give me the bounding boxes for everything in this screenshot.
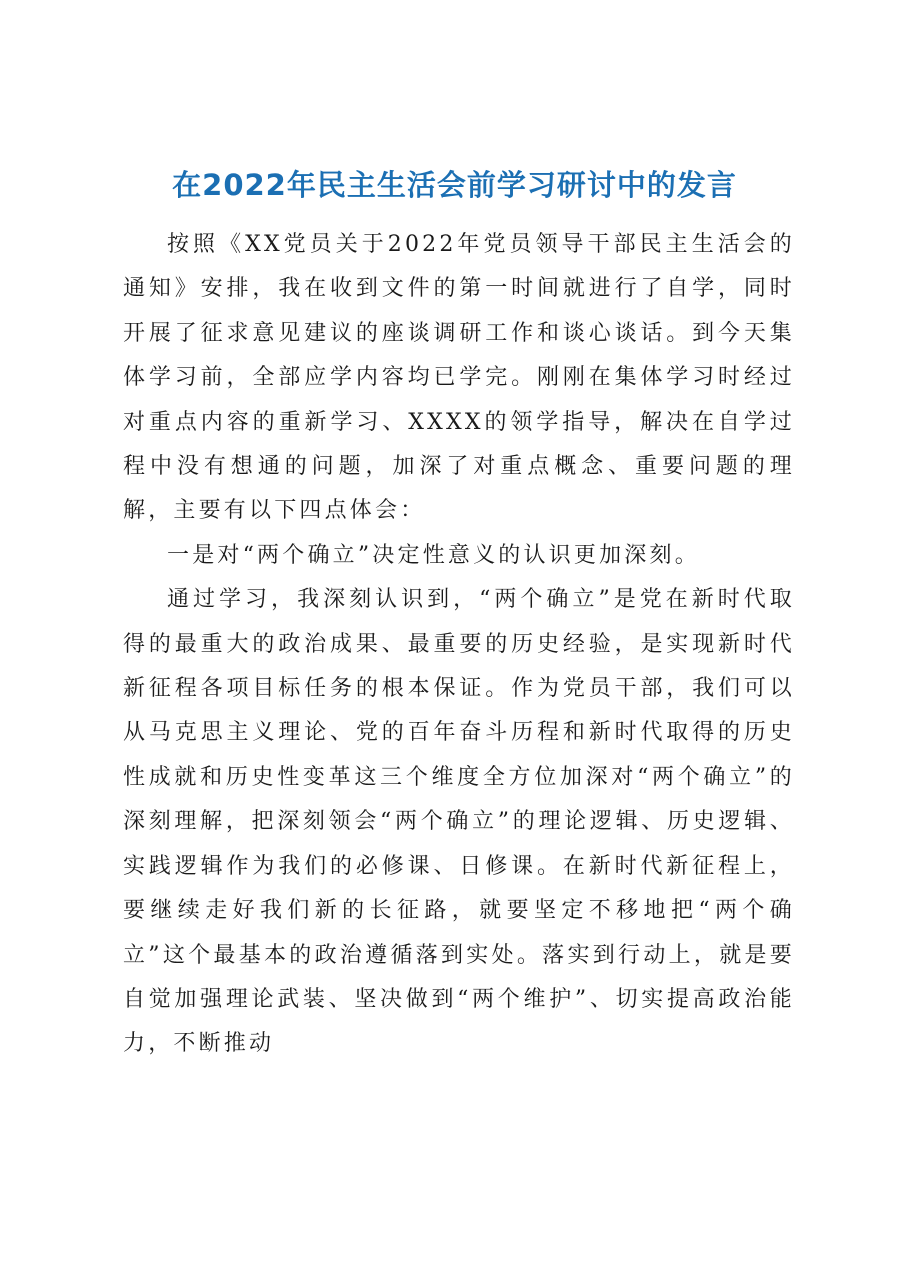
paragraph-point-one-body: 通过学习，我深刻认识到，“两个确立”是党在新时代取得的最重大的政治成果、最重要的历史经验，是实现新时代新征程各项目标任务的根本保证。作为党员干部，我们可以从马克思主义理论、党的百年奋斗历程和新时代取得的历史性成就和历史性变革这三个维度全方位加深对“两个确立”的深刻理解，把深刻领会“两个确立”的理论逻辑、历史逻辑、实践逻辑作为我们的必修课、日修课。在新时代新征程上，要继续走好我们新的长征路，就要坚定不移地把“两个确立”这个最基本的政治遵循落到实处。落实到行动上，就是要自觉加强理论武装、坚决做到“两个维护”、切实提高政治能力，不断推动 xyxy=(123,587,795,1057)
document-body xyxy=(123,223,795,1067)
document-title: 在2022年民主生活会前学习研讨中的发言 xyxy=(172,168,737,202)
paragraph-point-one-heading: 一是对“两个确立”决定性意义的认识更加深刻。 xyxy=(167,542,700,568)
paragraph-intro: 按照《XX党员关于2022年党员领导干部民主生活会的通知》安排，我在收到文件的第一时间就进行了自学，同时开展了征求意见建议的座谈调研工作和谈心谈话。到今天集体学习前，全部应学内容均已学完。刚刚在集体学习时经过对重点内容的重新学习、XXXX的领学指导，解决在自学过程中没有想通的问题，加深了对重点概念、重要问题的理解，主要有以下四点体会： xyxy=(123,232,795,524)
